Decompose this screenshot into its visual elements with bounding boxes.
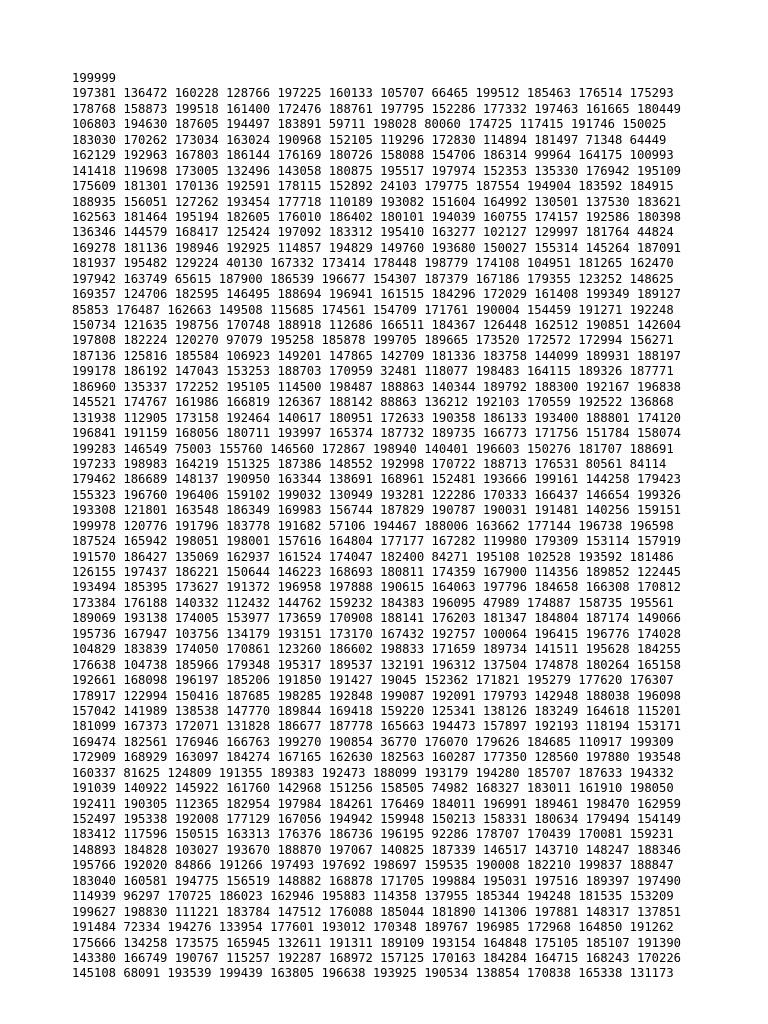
text-line: 136346 144579 168417 125424 197092 183312 195410 163277 102127 129997 181764 44824 — [72, 225, 674, 240]
text-line: 148893 184828 103027 193670 188870 197067 140825 187339 146517 143710 148247 188346 — [72, 842, 682, 857]
number-list-text — [72, 71, 681, 982]
text-line: 199283 146549 75003 155760 146560 172867 198940 140401 196603 150276 181707 188691 — [72, 441, 674, 456]
text-line: 126155 197437 186221 150644 146223 168693 180811 174359 167900 114356 189852 122445 — [72, 565, 682, 579]
text-line: 169474 182561 176946 166763 199270 190854 36770 176070 179626 184685 110917 199309 — [72, 734, 674, 749]
text-line: 189069 193138 174005 153977 173659 170908 188141 176203 181347 184804 187174 149066 — [72, 611, 682, 626]
text-line: 114939 96297 170725 186023 162946 195883 114358 137955 185344 194248 181535 153209 — [72, 889, 674, 904]
text-line: 131938 112905 173158 192464 140617 180951 172633 190358 186133 193400 188801 174120 — [72, 410, 682, 425]
text-line: 193308 121801 163548 186349 169983 156744 187829 190787 190031 191481 140256 159151 — [72, 503, 682, 518]
text-line: 187136 125816 185584 106923 149201 147865 142709 181336 183758 144099 189931 188197 — [72, 348, 682, 363]
text-line: 197808 182224 120270 97079 195258 185878 199705 189665 173520 172572 172994 156271 — [72, 333, 674, 348]
text-line: 176638 104738 185966 179348 195317 189537 132191 196312 137504 174878 180264 165158 — [72, 657, 682, 672]
text-line: 152497 195338 192008 177129 167056 194942 159948 150213 158331 180634 179494 154149 — [72, 812, 682, 826]
text-line: 172909 168929 163097 184274 167165 162630 182563 160287 177350 128560 197880 193548 — [72, 750, 682, 765]
text-line: 104829 183839 174050 170861 123260 186602 198833 171659 189734 141511 195628 184255 — [72, 642, 682, 657]
text-line: 199178 186192 147043 153253 188703 170959 32481 118077 198483 164115 189326 187771 — [72, 364, 674, 379]
text-line: 162129 192963 167803 186144 176169 180726 158088 154706 186314 99964 164175 100993 — [72, 148, 674, 163]
text-line: 197233 198983 164219 151325 187386 148552 192998 170722 188713 176531 80561 84114 — [72, 456, 667, 471]
text-line: 175666 134258 173575 165945 132611 191311 189109 193154 164848 175105 185107 191390 — [72, 935, 682, 950]
text-line: 85853 176487 162663 149508 115685 174561 154709 171761 190004 154459 191271 192248 — [72, 302, 674, 317]
text-line: 188935 156051 127262 193454 177718 110189 193082 151604 164992 130501 137530 183621 — [72, 194, 682, 209]
text-line: 191039 140922 145922 161760 142968 151256 158505 74982 168327 183011 161910 198050 — [72, 781, 674, 796]
text-line: 157042 141989 138538 147770 189844 169418 159220 125341 138126 183249 164618 115201 — [72, 703, 682, 718]
text-line: 196841 191159 168056 180711 193997 165374 187732 189735 166773 171756 151784 158074 — [72, 426, 682, 441]
text-line: 179462 186689 148137 190950 163344 138691 168961 152481 193666 199161 144258 179423 — [72, 472, 682, 487]
text-line: 178768 158873 199518 161400 172476 188761 197795 152286 177332 197463 161665 180449 — [72, 101, 682, 116]
text-line: 191570 186427 135069 162937 161524 174047 182400 84271 195108 102528 193592 181486 — [72, 549, 674, 564]
text-line: 145108 68091 193539 199439 163805 196638 193925 190534 138854 170838 165338 131173 — [72, 966, 674, 981]
text-line: 195736 167947 103756 134179 193151 173170 167432 192757 100064 196415 196776 174028 — [72, 626, 682, 641]
text-line: 173384 176188 140332 112432 144762 159232 184383 196095 47989 174887 158735 195561 — [72, 595, 674, 610]
text-line: 162563 181464 195194 182605 176010 186402 180101 194039 160755 174157 192586 180398 — [72, 209, 682, 224]
text-line: 150734 121635 198756 170748 188918 112686 166511 184367 126448 162512 190851 142604 — [72, 318, 682, 332]
text-line: 193494 185395 173627 191372 196958 197888 190615 164063 197796 184658 166308 170812 — [72, 580, 682, 595]
text-line: 155323 196760 196406 159102 199032 130949 193281 122286 170333 166437 146654 199326 — [72, 487, 682, 502]
text-line: 199978 120776 191796 183778 191682 57106 194467 188006 163662 177144 196738 196598 — [72, 518, 674, 533]
text-line: 186960 135337 172252 195105 114500 198487 188863 140344 189792 188300 192167 196838 — [72, 379, 682, 394]
text-line: 187524 165942 198051 198001 157616 164804 177177 167282 119980 179309 153114 157919 — [72, 534, 682, 549]
text-line: 191484 72334 194276 133954 177601 193012 170348 189767 196985 172968 164850 191262 — [72, 920, 674, 935]
text-line: 183412 117596 150515 163313 176376 186736 196195 92286 178707 170439 170081 159231 — [72, 827, 674, 842]
text-line: 143380 166749 190767 115257 192287 168972 157125 170163 184284 164715 168243 170226 — [72, 950, 682, 965]
text-line: 160337 81625 124809 191355 189383 192473 188099 193179 194280 185707 187633 194332 — [72, 765, 674, 780]
text-line: 169278 181136 198946 192925 114857 194829 149760 193680 150027 155314 145264 187091 — [72, 240, 682, 255]
text-line: 181937 195482 129224 40130 167332 173414 178448 198779 174108 104951 181265 162470 — [72, 256, 674, 271]
text-line: 175609 181301 170136 192591 178115 152892 24103 179775 187554 194904 183592 184915 — [72, 179, 674, 194]
text-line: 195766 192020 84866 191266 197493 197692 198697 159535 190008 182210 199837 188847 — [72, 858, 674, 873]
text-line: 169357 124706 182595 146495 188694 196941 161515 184296 172029 161408 199349 189127 — [72, 287, 682, 302]
text-line: 197942 163749 65615 187900 186539 196677 154307 187379 167186 179355 123252 148625 — [72, 271, 674, 286]
text-line: 106803 194630 187605 194497 183891 59711 198028 80060 174725 117415 191746 150025 — [72, 117, 667, 132]
text-line: 145521 174767 161986 166819 126367 188142 88863 136212 192103 170559 192522 136868 — [72, 395, 674, 410]
text-line: 141418 119698 173005 132496 143058 180875 195517 197974 152353 135330 176942 195109 — [72, 163, 682, 178]
text-line: 197381 136472 160228 128766 197225 160133 105707 66465 199512 185463 176514 175293 — [72, 86, 674, 101]
text-line: 199627 198830 111221 183784 147512 176088 185044 181890 141306 197881 148317 137851 — [72, 904, 682, 919]
text-line: 183030 170262 173034 163024 190968 152105 119296 172830 114894 181497 71348 64449 — [72, 132, 667, 147]
text-line: 192411 190305 112365 182954 197984 184261 176469 184011 196991 189461 198470 162959 — [72, 796, 682, 811]
text-line: 183040 160581 194775 156519 148882 168878 171705 199884 195031 197516 189397 197490 — [72, 873, 682, 888]
text-line: 181099 167373 172071 131828 186677 187778 165663 194473 157897 192193 118194 153171 — [72, 719, 682, 734]
text-line: 199999 — [72, 71, 117, 85]
text-line: 192661 168098 196197 185206 191850 191427 19045 152362 171821 195279 177620 176307 — [72, 673, 674, 688]
text-line: 178917 122994 150416 187685 198285 192848 199087 192091 179793 142948 188038 196098 — [72, 688, 682, 703]
